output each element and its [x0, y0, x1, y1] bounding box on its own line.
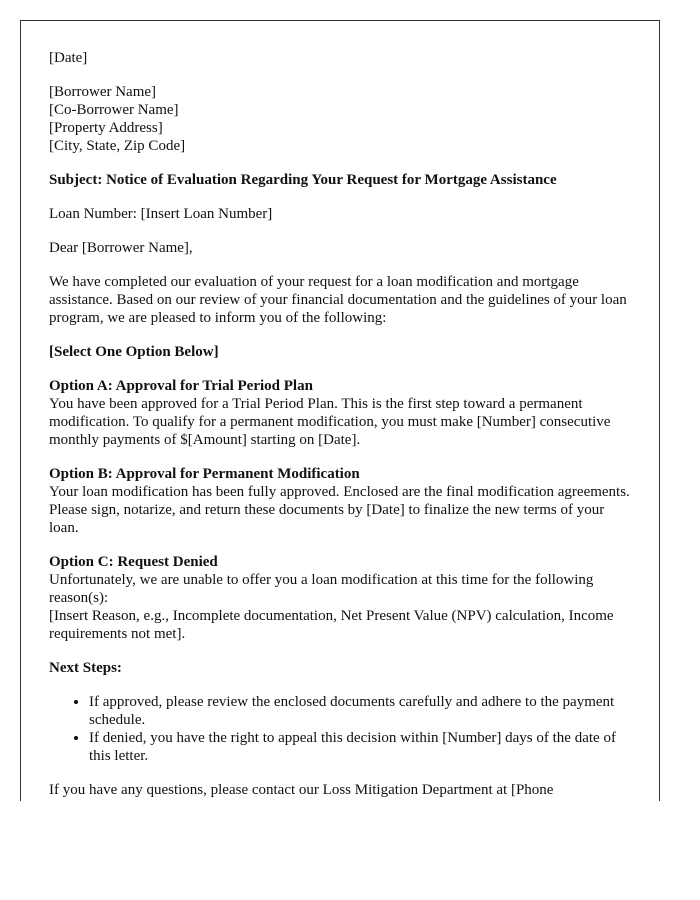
- option-c: [49, 553, 631, 643]
- letter-page: [20, 20, 660, 801]
- option-title: Option A: Approval for Trial Period Plan: [49, 378, 313, 394]
- option-title: Option B: Approval for Permanent Modification: [49, 466, 360, 482]
- address-line: [Borrower Name]: [49, 84, 157, 100]
- option-a: [49, 377, 631, 449]
- address-line: [Co-Borrower Name]: [49, 102, 179, 118]
- date: [Date]: [49, 50, 88, 66]
- next-steps-heading: Next Steps:: [49, 660, 122, 676]
- option-body: You have been approved for a Trial Period Plan. This is the first step toward a permanent modification. To qualify for a permanent modification, you must make [Number] consecutive monthly payments of $[Amount] starting on [Date].: [49, 396, 611, 448]
- option-title: Option C: Request Denied: [49, 554, 218, 570]
- list-item: • If approved, please review the enclosed documents carefully and adhere to the payment schedule.: [89, 693, 631, 729]
- option-body: Unfortunately, we are unable to offer you a loan modification at this time for the following reason(s):: [49, 572, 594, 606]
- loan-number: Loan Number: [Insert Loan Number]: [49, 206, 273, 222]
- next-steps-list: [49, 693, 631, 765]
- option-reason: [Insert Reason, e.g., Incomplete documentation, Net Present Value (NPV) calculation, Income requirements not met].: [49, 608, 614, 642]
- option-b: [49, 465, 631, 537]
- address-line: [City, State, Zip Code]: [49, 138, 186, 154]
- recipient-address: [49, 83, 631, 155]
- closing-paragraph: If you have any questions, please contact our Loss Mitigation Department at [Phone: [49, 782, 554, 798]
- address-line: [Property Address]: [49, 120, 163, 136]
- list-item: • If denied, you have the right to appeal this decision within [Number] days of the date of this letter.: [89, 729, 631, 765]
- select-heading: [Select One Option Below]: [49, 344, 219, 360]
- intro-paragraph: We have completed our evaluation of your request for a loan modification and mortgage assistance. Based on our review of your financial documentation and the guidelines of your loan program, we are pleased to inform you of the following:: [49, 274, 627, 326]
- salutation: Dear [Borrower Name],: [49, 240, 193, 256]
- option-body: Your loan modification has been fully approved. Enclosed are the final modification agreements. Please sign, notarize, and return these documents by [Date] to finalize the new terms of your loan.: [49, 484, 630, 536]
- subject-line: Subject: Notice of Evaluation Regarding Your Request for Mortgage Assistance: [49, 172, 557, 188]
- letter-body: [21, 21, 659, 799]
